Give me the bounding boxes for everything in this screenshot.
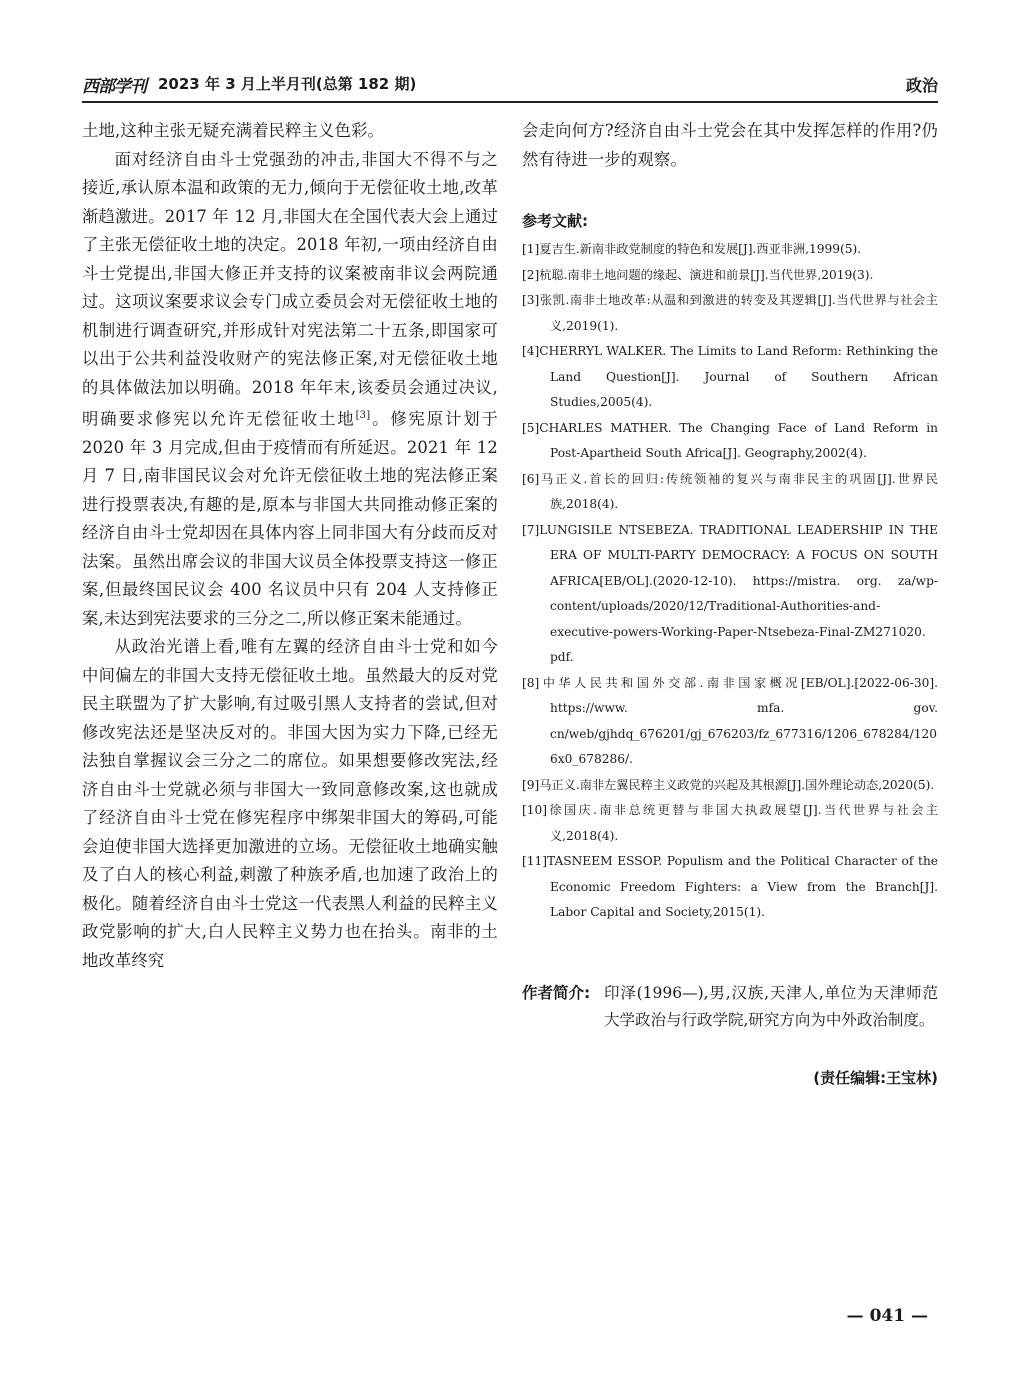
section-name: 政治 <box>905 76 938 95</box>
journal-logo: 西部学刊 <box>82 77 146 97</box>
author-text: 印泽(1996—),男,汉族,天津人,单位为天津师范大学政治与行政学院,研究方向为中外政治制度。 <box>604 984 938 1029</box>
page-number: — 041 — <box>846 1306 928 1326</box>
reference-item: [3]张凯.南非土地改革:从温和到激进的转变及其逻辑[J].当代世界与社会主义,2019(1). <box>522 293 938 333</box>
paragraph <box>82 146 498 634</box>
paragraph: 土地,这种主张无疑充满着民粹主义色彩。 <box>82 121 385 140</box>
paragraph: 从政治光谱上看,唯有左翼的经济自由斗士党和如今中间偏左的非国大支持无偿征收土地。虽然最大的反对党民主联盟为了扩大影响,有过吸引黑人支持者的尝试,但对修改宪法还是坚决反对的。非国大因为实力下降,已经无法独自掌握议会三分之二的席位。如果想要修改宪法,经济自由斗士党就必须与非国大一致同意修改案,这也就成了经济自由斗士党在修宪程序中绑架非国大的筹码,可能会迫使非国大选择更加激进的立场。无偿征收土地确实触及了白人的核心利益,刺激了种族矛盾,也加速了政治上的极化。随着经济自由斗士党这一代表黑人利益的民粹主义政党影响的扩大,白人民粹主义势力也在抬头。南非的土地改革终究 <box>82 637 498 970</box>
editor-note: (责任编辑:王宝林) <box>813 1069 938 1087</box>
page-header <box>82 70 938 102</box>
header-rule <box>82 101 938 103</box>
reference-item: [8]中华人民共和国外交部.南非国家概况[EB/OL].[2022-06-30]. https://www. mfa. gov. cn/web/gjhdq_676201/gj_676203/fz_677316/1206_678284/1206x0_678286/. <box>522 675 938 766</box>
paragraph-text: 面对经济自由斗士党强劲的冲击,非国大不得不与之接近,承认原本温和政策的无力,倾向于无偿征收土地,改革渐趋激进。2017 年 12 月,非国大在全国代表大会上通过了主张无偿征收土地的决定。2018 年初,一项由经济自由斗士党提出,非国大修正并支持的议案被南非议会两院通过。这项议案要求议会专门成立委员会对无偿征收土地的机制进行调查研究,并形成针对宪法第二十五条,即国家可以出于公共利益没收财产的宪法修正案,对无偿征收土地的具体做法加以明确。2018 年年末,该委员会通过决议,明确要求修宪以允许无偿征收土地 <box>82 149 498 429</box>
paragraph-text: 。修宪原计划于 2020 年 3 月完成,但由于疫情而有所延迟。2021 年 12 月 7 日,南非国民议会对允许无偿征收土地的宪法修正案进行投票表决,有趣的是,原本与非国大共同推动修正案的经济自由斗士党却因在具体内容上同非国大有分歧而反对法案。虽然出席会议的非国大议员全体投票支持这一修正案,但最终国民议会 400 名议员中只有 204 人支持修正案,未达到宪法要求的三分之二,所以修正案未能通过。 <box>82 409 498 628</box>
right-column <box>522 117 938 1117</box>
reference-item: [7]LUNGISILE NTSEBEZA. TRADITIONAL LEADERSHIP IN THE ERA OF MULTI-PARTY DEMOCRACY: A FOCUS ON SOUTH AFRICA[EB/OL].(2020-12-10). https://mistra. org. za/wp-content/uploads/2020/12/Traditional-Authorities-and-executive-powers-Working-Paper-Ntsebeza-Final-ZM271020. pdf. <box>522 522 938 664</box>
citation-mark: [3] <box>355 410 371 421</box>
reference-item: [9]马正义.南非左翼民粹主义政党的兴起及其根源[J].国外理论动态,2020(5). <box>522 777 935 792</box>
issue-info: 2023 年 3 月上半月刊(总第 182 期) <box>158 75 417 93</box>
reference-item: [2]杭聪.南非土地问题的缘起、演进和前景[J].当代世界,2019(3). <box>522 267 874 282</box>
reference-item: [4]CHERRYL WALKER. The Limits to Land Reform: Rethinking the Land Question[J]. Journal of Southern African Studies,2005(4). <box>522 344 938 409</box>
author-bio <box>522 980 938 1034</box>
reference-item: [6]马正义.首长的回归:传统领袖的复兴与南非民主的巩固[J].世界民族,2018(4). <box>522 471 938 511</box>
reference-item: [11]TASNEEM ESSOP. Populism and the Political Character of the Economic Freedom Fighters: a View from the Branch[J]. Labor Capital and Society,2015(1). <box>522 854 938 919</box>
paragraph: 会走向何方?经济自由斗士党会在其中发挥怎样的作用?仍然有待进一步的观察。 <box>522 121 938 169</box>
reference-list <box>522 237 938 926</box>
reference-item: [1]夏吉生.新南非政党制度的特色和发展[J].西亚非洲,1999(5). <box>522 242 862 256</box>
author-label: 作者简介: <box>522 984 591 1002</box>
reference-item: [5]CHARLES MATHER. The Changing Face of Land Reform in Post-Apartheid South Africa[J]. Geography,2002(4). <box>522 420 938 460</box>
left-column <box>82 117 498 975</box>
reference-item: [10]徐国庆.南非总统更替与非国大执政展望[J].当代世界与社会主义,2018(4). <box>522 803 938 843</box>
references-title: 参考文献: <box>522 212 588 230</box>
